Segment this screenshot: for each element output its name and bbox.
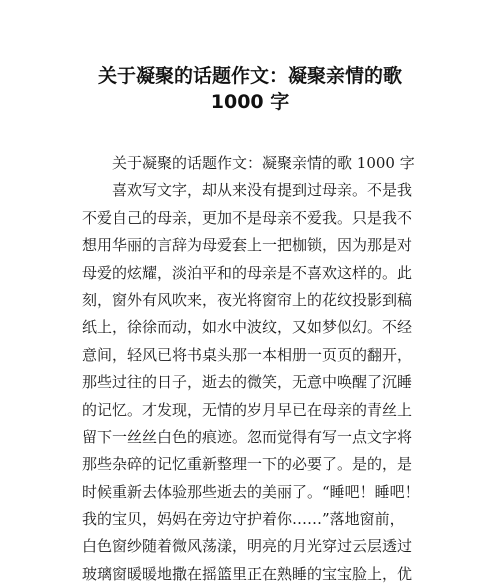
document-body xyxy=(82,150,422,588)
body-line: 的记忆。才发现，无情的岁月早已在母亲的青丝上 xyxy=(82,400,413,419)
document-title-line-2: 1000 字 xyxy=(210,91,290,113)
body-line: 母爱的炫耀，淡泊平和的母亲是不喜欢这样的。此 xyxy=(82,263,413,282)
body-line: 不爱自己的母亲，更加不是母亲不爱我。只是我不 xyxy=(82,208,413,227)
body-line: 玻璃窗暖暖地撒在摇篮里正在熟睡的宝宝脸上，优 xyxy=(82,564,413,583)
body-line: 那些杂碎的记忆重新整理一下的必要了。是的，是 xyxy=(82,455,413,474)
body-line: 想用华丽的言辞为母爱套上一把枷锁，因为那是对 xyxy=(82,236,413,255)
document-title-line-1: 关于凝聚的话题作文：凝聚亲情的歌 xyxy=(97,65,402,87)
body-line: 关于凝聚的话题作文：凝聚亲情的歌 1000 字 xyxy=(112,154,415,172)
body-line: 刻，窗外有风吹来，夜光将窗帘上的花纹投影到稿 xyxy=(82,290,413,309)
body-line: 时候重新去体验那些逝去的美丽了。“睡吧！睡吧！ xyxy=(82,482,420,501)
body-line: 留下一丝丝白色的痕迹。忽而觉得有写一点文字将 xyxy=(82,427,413,446)
body-line: 喜欢写文字，却从来没有提到过母亲。不是我 xyxy=(112,181,413,200)
body-line: 白色窗纱随着微风荡漾，明亮的月光穿过云层透过 xyxy=(82,537,413,556)
body-line: 我的宝贝，妈妈在旁边守护着你……”落地窗前， xyxy=(82,510,405,529)
body-line: 纸上，徐徐而动，如水中波纹，又如梦似幻。不经 xyxy=(82,318,413,337)
body-line: 那些过往的日子，逝去的微笑，无意中唤醒了沉睡 xyxy=(82,373,413,392)
body-line: 意间，轻风已将书桌头那一本相册一页页的翻开， xyxy=(82,345,413,364)
